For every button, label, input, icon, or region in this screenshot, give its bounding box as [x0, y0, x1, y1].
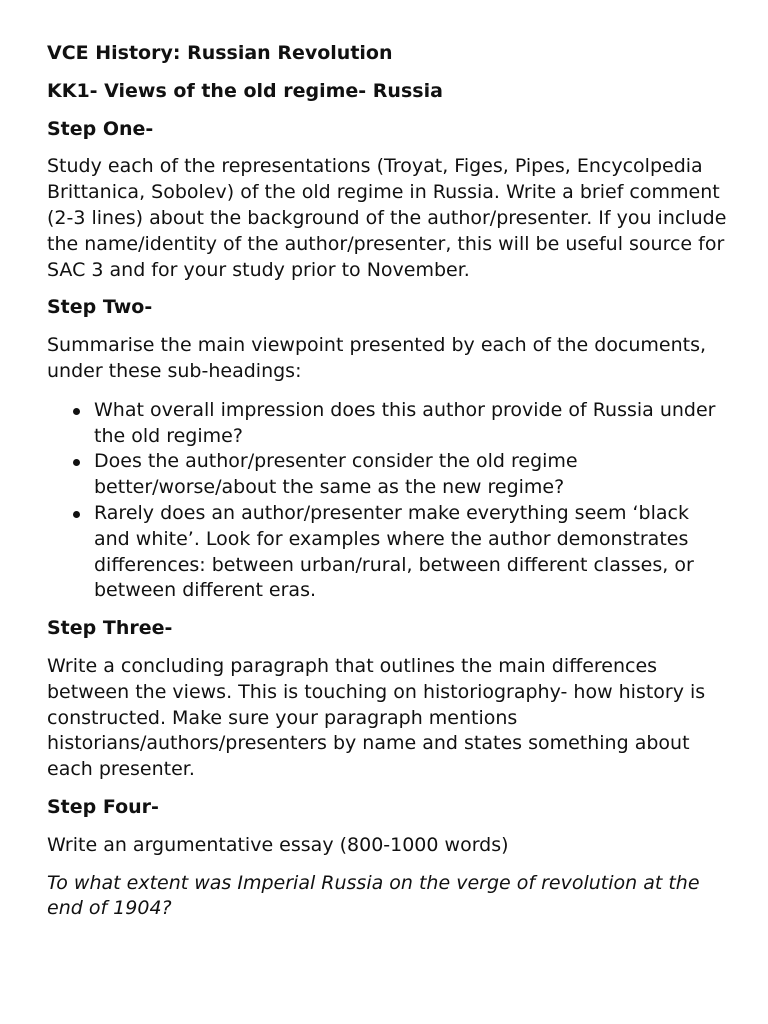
step-two-bullet-list: [47, 398, 728, 604]
bullet-item: [94, 501, 728, 604]
bullet-item: [94, 398, 728, 450]
bullet-dot-icon: [73, 511, 80, 518]
bullet-text: Rarely does an author/presenter make everything seem ‘black and white’. Look for examples where the author demonstrates differences: between urban/rural, between different classes, or between different eras.: [94, 501, 694, 602]
bullet-dot-icon: [73, 408, 80, 415]
bullet-text: Does the author/presenter consider the old regime better/worse/about the same as the new regime?: [94, 450, 578, 499]
bullet-item: [94, 449, 728, 501]
step-four-paragraph: Write an argumentative essay (800-1000 words): [47, 833, 509, 856]
step-one-heading: Step One-: [47, 117, 154, 140]
document-title: VCE History: Russian Revolution: [47, 42, 393, 64]
step-one-paragraph: Study each of the representations (Troyat, Figes, Pipes, Encycolpedia Brittanica, Sobolev) of the old regime in Russia. Write a brief comment (2-3 lines) about the background of the author/presenter. If you include the name/identity of the author/presenter, this will be useful source for SAC 3 and for your study prior to November.: [47, 155, 727, 281]
step-two-paragraph: Summarise the main viewpoint presented by each of the documents, under these sub-headings:: [47, 334, 707, 382]
step-four-heading: Step Four-: [47, 795, 159, 818]
step-two-heading: Step Two-: [47, 296, 153, 319]
step-three-heading: Step Three-: [47, 617, 173, 640]
essay-question: To what extent was Imperial Russia on the verge of revolution at the end of 1904?: [47, 871, 700, 920]
step-three-paragraph: Write a concluding paragraph that outlines the main differences between the views. This is touching on historiography- how history is constructed. Make sure your paragraph mentions historians/authors/presenters by name and states something about each presenter.: [47, 654, 706, 781]
bullet-dot-icon: [73, 459, 80, 466]
document-subtitle: KK1- Views of the old regime- Russia: [47, 79, 443, 102]
bullet-text: What overall impression does this author provide of Russia under the old regime?: [94, 398, 716, 447]
